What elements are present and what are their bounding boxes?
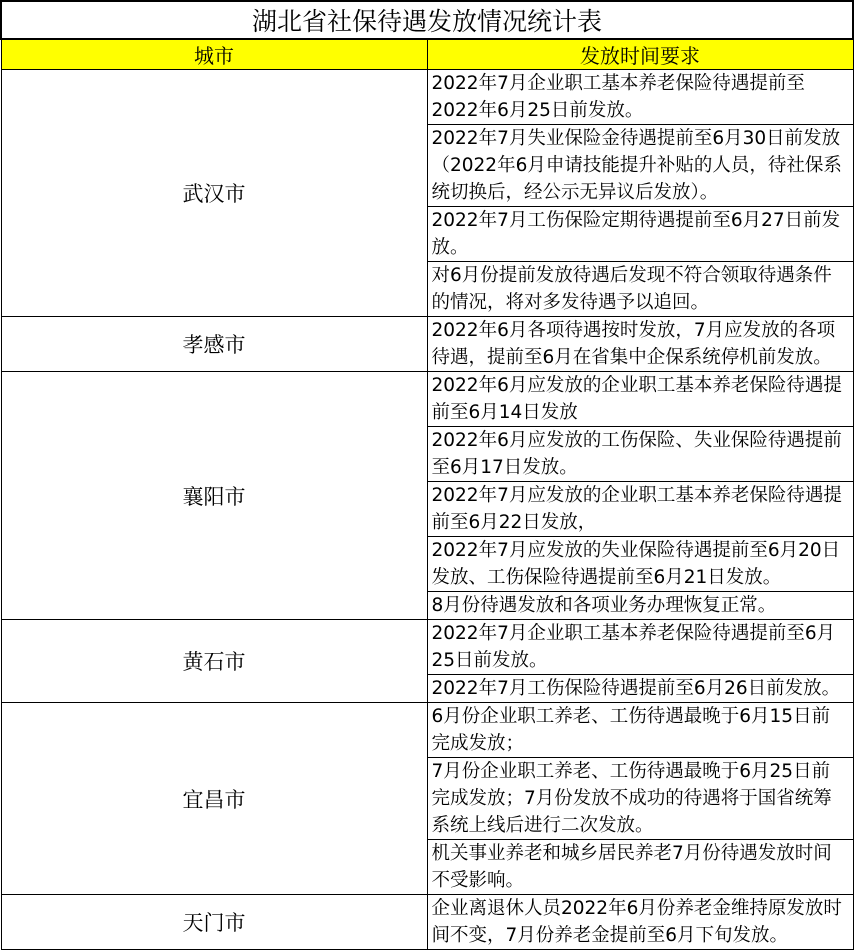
- requirement-cell: 2022年6月应发放的企业职工基本养老保险待遇提前至6月14日发放: [427, 372, 853, 427]
- table-row: [1, 895, 853, 950]
- city-cell: 黄石市: [1, 620, 427, 703]
- title-row: [1, 1, 853, 39]
- requirement-cell: 2022年7月失业保险金待遇提前至6月30日前发放（2022年6月申请技能提升补贴的人员，待社保系统切换后，经公示无异议后发放）。: [427, 125, 853, 207]
- city-cell: 襄阳市: [1, 372, 427, 620]
- requirement-cell: 2022年7月企业职工基本养老保险待遇提前至2022年6月25日前发放。: [427, 70, 853, 125]
- requirement-cell: 2022年7月企业职工基本养老保险待遇提前至6月25日前发放。: [427, 620, 853, 675]
- city-cell: 天门市: [1, 895, 427, 950]
- requirement-cell: 企业离退休人员2022年6月份养老金维持原发放时间不变，7月份养老金提前至6月下旬发放。: [427, 895, 853, 950]
- table-row: [1, 317, 853, 372]
- table-row: [1, 703, 853, 758]
- requirement-cell: 机关事业养老和城乡居民养老7月份待遇发放时间不受影响。: [427, 840, 853, 895]
- requirement-cell: 2022年7月工伤保险待遇提前至6月26日前发放。: [427, 675, 853, 703]
- requirement-cell: 6月份企业职工养老、工伤待遇最晚于6月15日前完成发放；: [427, 703, 853, 758]
- table-row: [1, 620, 853, 675]
- header-requirement: 发放时间要求: [427, 39, 853, 70]
- requirement-cell: 对6月份提前发放待遇后发现不符合领取待遇条件的情况，将对多发待遇予以追回。: [427, 262, 853, 317]
- requirement-cell: 8月份待遇发放和各项业务办理恢复正常。: [427, 592, 853, 620]
- requirement-cell: 2022年7月应发放的企业职工基本养老保险待遇提前至6月22日发放，: [427, 482, 853, 537]
- header-row: [1, 39, 853, 70]
- city-cell: 宜昌市: [1, 703, 427, 895]
- table-title: 湖北省社保待遇发放情况统计表: [1, 1, 853, 39]
- requirement-cell: 2022年6月应发放的工伤保险、失业保险待遇提前至6月17日发放。: [427, 427, 853, 482]
- requirement-cell: 7月份企业职工养老、工伤待遇最晚于6月25日前完成发放；7月份发放不成功的待遇将于国省统筹系统上线后进行二次发放。: [427, 758, 853, 840]
- city-cell: 孝感市: [1, 317, 427, 372]
- header-city: 城市: [1, 39, 427, 70]
- requirement-cell: 2022年7月应发放的失业保险待遇提前至6月20日发放、工伤保险待遇提前至6月21日发放。: [427, 537, 853, 592]
- requirement-cell: 2022年7月工伤保险定期待遇提前至6月27日前发放。: [427, 207, 853, 262]
- requirement-cell: 2022年6月各项待遇按时发放，7月应发放的各项待遇，提前至6月在省集中企保系统停机前发放。: [427, 317, 853, 372]
- table-row: [1, 70, 853, 125]
- table-row: [1, 372, 853, 427]
- city-cell: 武汉市: [1, 70, 427, 317]
